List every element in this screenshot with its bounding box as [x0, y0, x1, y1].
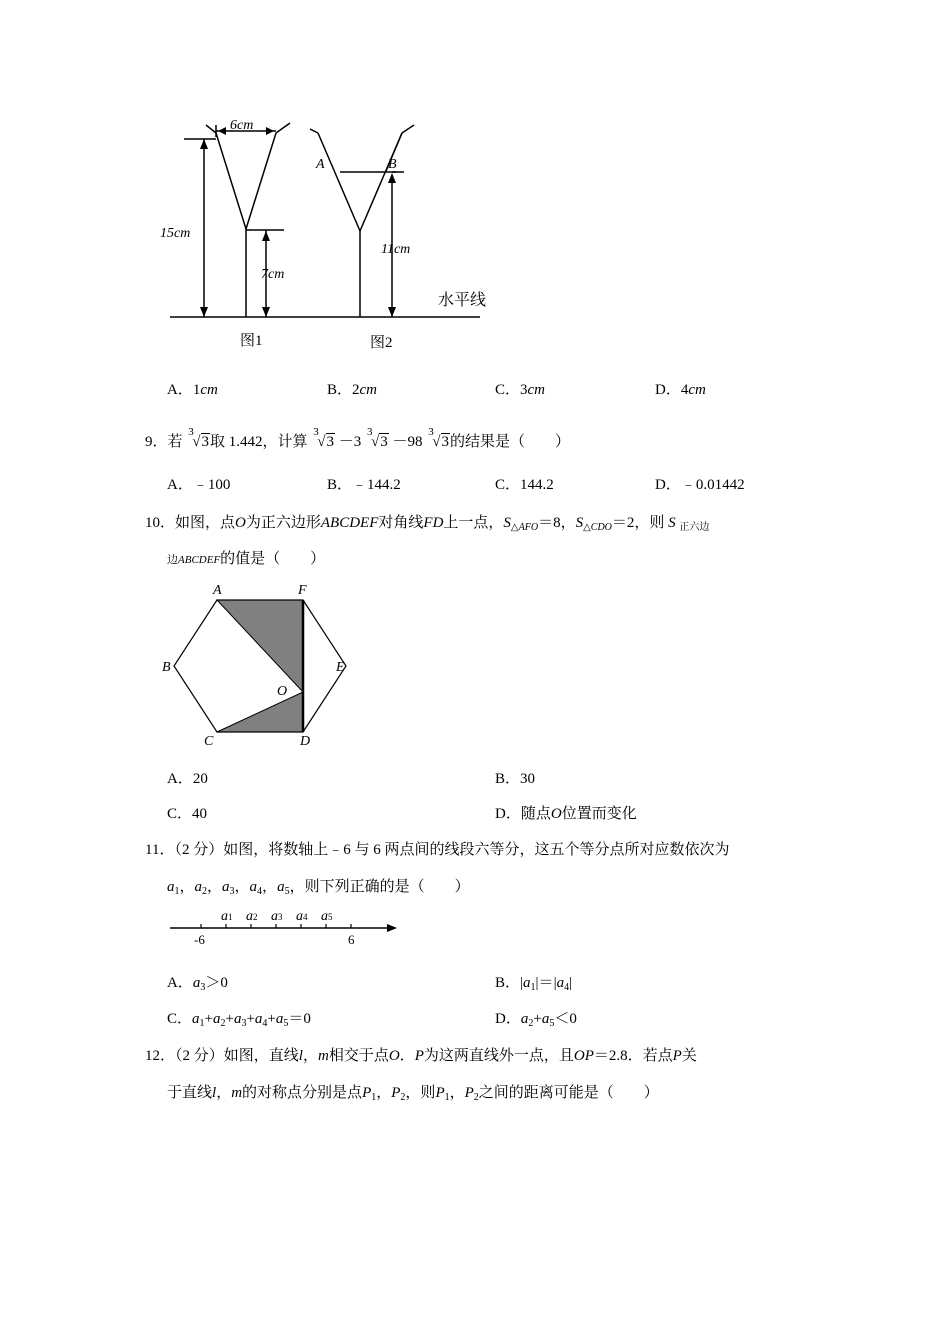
- q11-option-c: C．$a_1+a_2+a_3+a_4+a_5=0$: [167, 1011, 311, 1029]
- q11-option-a: A．$a_3>0$: [167, 975, 228, 993]
- q8-option-a: A．1cm: [167, 382, 218, 398]
- q11-option-b: B．$|a_1|=|a_4|$: [495, 975, 573, 993]
- fig8-horizontal-label: 水平线: [438, 292, 487, 309]
- hex-vertex-d: D: [300, 734, 311, 748]
- hex-vertex-b: B: [162, 660, 171, 675]
- fig8-label-b: B: [388, 157, 397, 172]
- fig8-caption-1: 图1: [240, 333, 263, 349]
- q11-option-d: D．$a_2+a_5<0$: [495, 1011, 577, 1029]
- question-10-stem-line2: 边ABCDEF的值是（ ）: [167, 551, 326, 567]
- number-line-figure: [165, 903, 405, 948]
- question-8-figure: [160, 115, 500, 355]
- q10-option-d: D．随点O位置而变化: [495, 806, 637, 822]
- q8-option-b: B．2cm: [327, 382, 378, 398]
- number-line-pos6: 6: [348, 932, 355, 947]
- question-10-stem: 10．如图，点O为正六边形ABCDEF对角线FD上一点，$S_{\triangle AFO}=8$，$S_{\triangle CDO}=2$，则 S $_{正六边}$: [145, 515, 710, 533]
- number-line-a3: a3: [271, 909, 283, 924]
- q8-option-d: D．4cm: [655, 382, 706, 398]
- q10-option-c: C．40: [167, 806, 208, 822]
- cube-root: 3 √3: [188, 426, 210, 450]
- q9-option-b: B．﹣144.2: [327, 477, 401, 493]
- question-12-stem-line2: 于直线l，m的对称点分别是点$P_1$，$P_2$，则$P_1$，$P_2$之间的距离可能是（ ）: [167, 1085, 659, 1103]
- fig8-dim-6cm: 6cm: [230, 118, 254, 133]
- q9-option-d: D．﹣0.01442: [655, 477, 745, 493]
- cube-root: 3 √3: [428, 426, 450, 450]
- fig8-dim-15cm: 15cm: [160, 226, 191, 241]
- question-11-stem-line2: $a_1$，$a_2$，$a_3$，$a_4$，$a_5$，则下列正确的是（ ）: [167, 879, 470, 897]
- fig8-dim-11cm: 11cm: [381, 242, 411, 257]
- q10-option-b: B．30: [495, 771, 536, 787]
- q8-option-c: C．3cm: [495, 382, 546, 398]
- hex-vertex-o: O: [277, 684, 288, 699]
- q10-option-a: A．20: [167, 771, 208, 787]
- hex-vertex-a: A: [213, 583, 222, 598]
- number-line-a4: a4: [296, 909, 308, 924]
- hex-vertex-f: F: [298, 583, 307, 598]
- number-line-a5: a5: [321, 909, 333, 924]
- number-line-a1: a1: [221, 909, 233, 924]
- question-11-stem: 11．（2 分）如图，将数轴上﹣6 与 6 两点间的线段六等分，这五个等分点所对应数依次为: [145, 842, 730, 858]
- q9-option-c: C．144.2: [495, 477, 554, 493]
- fig8-dim-7cm: 7cm: [261, 267, 285, 282]
- number-line-a2: a2: [246, 909, 258, 924]
- hex-vertex-c: C: [204, 734, 214, 748]
- question-12-stem: 12．（2 分）如图，直线l，m相交于点O．P为这两直线外一点，且OP＝2.8．若点P关: [145, 1048, 697, 1064]
- hex-vertex-e: E: [336, 660, 345, 675]
- cube-root: 3 √3: [313, 426, 335, 450]
- fig8-caption-2: 图2: [370, 335, 393, 351]
- q9-option-a: A．﹣100: [167, 477, 231, 493]
- cube-root: 3 √3: [367, 426, 388, 450]
- number-line-neg6: -6: [194, 932, 205, 947]
- question-9-stem: 9．若 3 √3取 1.442，计算 3 √3 －3 3 √3 －98 3 √3的结果是（ ）: [145, 426, 571, 450]
- hexagon-figure: [160, 578, 360, 748]
- fig8-label-a: A: [316, 157, 325, 172]
